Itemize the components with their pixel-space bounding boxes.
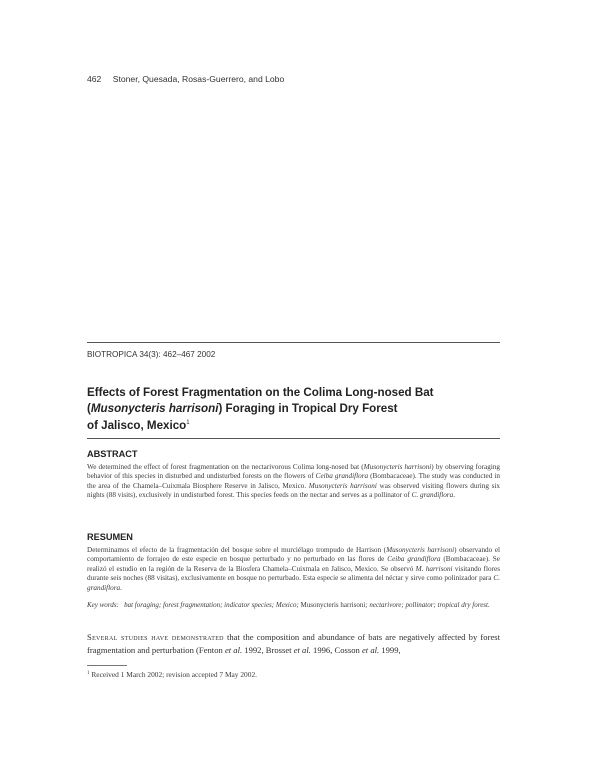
body-lead: Several studies have demonstrated — [87, 632, 224, 642]
page-number: 462 — [87, 74, 102, 84]
resumen-heading: RESUMEN — [87, 532, 133, 542]
keywords: Key words: bat foraging; forest fragmentation; indicator species; Mexico; Musonycteris harrisoni; nectarivore; pollinator; tropical dry forest. — [87, 601, 490, 609]
abstract-text: We determined the effect of forest fragmentation on the nectarivorous Colima long-nosed bat (Musonycteris harrisoni) by observing foraging behavior of this species in disturbed and undisturbed forests on the flowers of Ceiba grandiflora (Bombacaceae). The study was conducted in the area of the Chamela–Cuixmala Biosphere Reserve in Jalisco, Mexico. Musonycteris harrisoni was observed visiting flowers during six nights (88 visits), exclusively in undisturbed forest. This species feeds on the nectar and serves as a pollinator of C. grandiflora. — [87, 463, 501, 500]
title-line-2: (Musonycteris harrisoni) Foraging in Tropical Dry Forest — [87, 401, 398, 415]
running-head-authors: Stoner, Quesada, Rosas-Guerrero, and Lobo — [112, 74, 285, 84]
article-title — [87, 385, 500, 434]
body-text: Several studies have demonstrated that the composition and abundance of bats are negatively affected by forest fragmentation and perturbation (Fenton et al. 1992, Brosset et al. 1996, Cosson et al. 1999, — [87, 632, 500, 655]
divider-top — [87, 342, 500, 343]
title-line-1: Effects of Forest Fragmentation on the Colima Long-nosed Bat — [87, 386, 434, 399]
abstract-heading: ABSTRACT — [87, 449, 138, 459]
journal-citation: BIOTROPICA 34(3): 462–467 2002 — [87, 350, 216, 359]
divider-title — [87, 438, 500, 439]
running-head — [87, 74, 284, 84]
title-species: Musonycteris harrisoni — [90, 401, 219, 415]
footnote-text: Received 1 March 2002; revision accepted 7 May 2002. — [91, 670, 257, 679]
title-footnote-mark: 1 — [186, 420, 190, 426]
resumen-text: Determinamos el efecto de la fragmentación del bosque sobre el murciélago trompudo de Harrison (Musonycteris harrisoni) observando el comportamiento de forrajeo de este especie en bosque perturbado y no perturbado en las flores de Ceiba grandiflora (Bombacaceae). Se realizó el estudio en la región de la Reserva de la Biosfera Chamela–Cuixmala en Jalisco, Mexico. Se observó M. harrisoni visitando flores durante seis noches (88 visitas), exclusivamente en bosque no perturbado. Esta especie se alimenta del néctar y sirve como polinizador para C. grandiflora. — [87, 546, 501, 592]
footnote-rule — [87, 665, 127, 666]
footnote-mark: 1 — [87, 671, 90, 676]
title-line-3: of Jalisco, Mexico$^1$ — [87, 419, 190, 432]
footnote — [87, 670, 257, 679]
keywords-label: Key words: — [87, 601, 119, 609]
